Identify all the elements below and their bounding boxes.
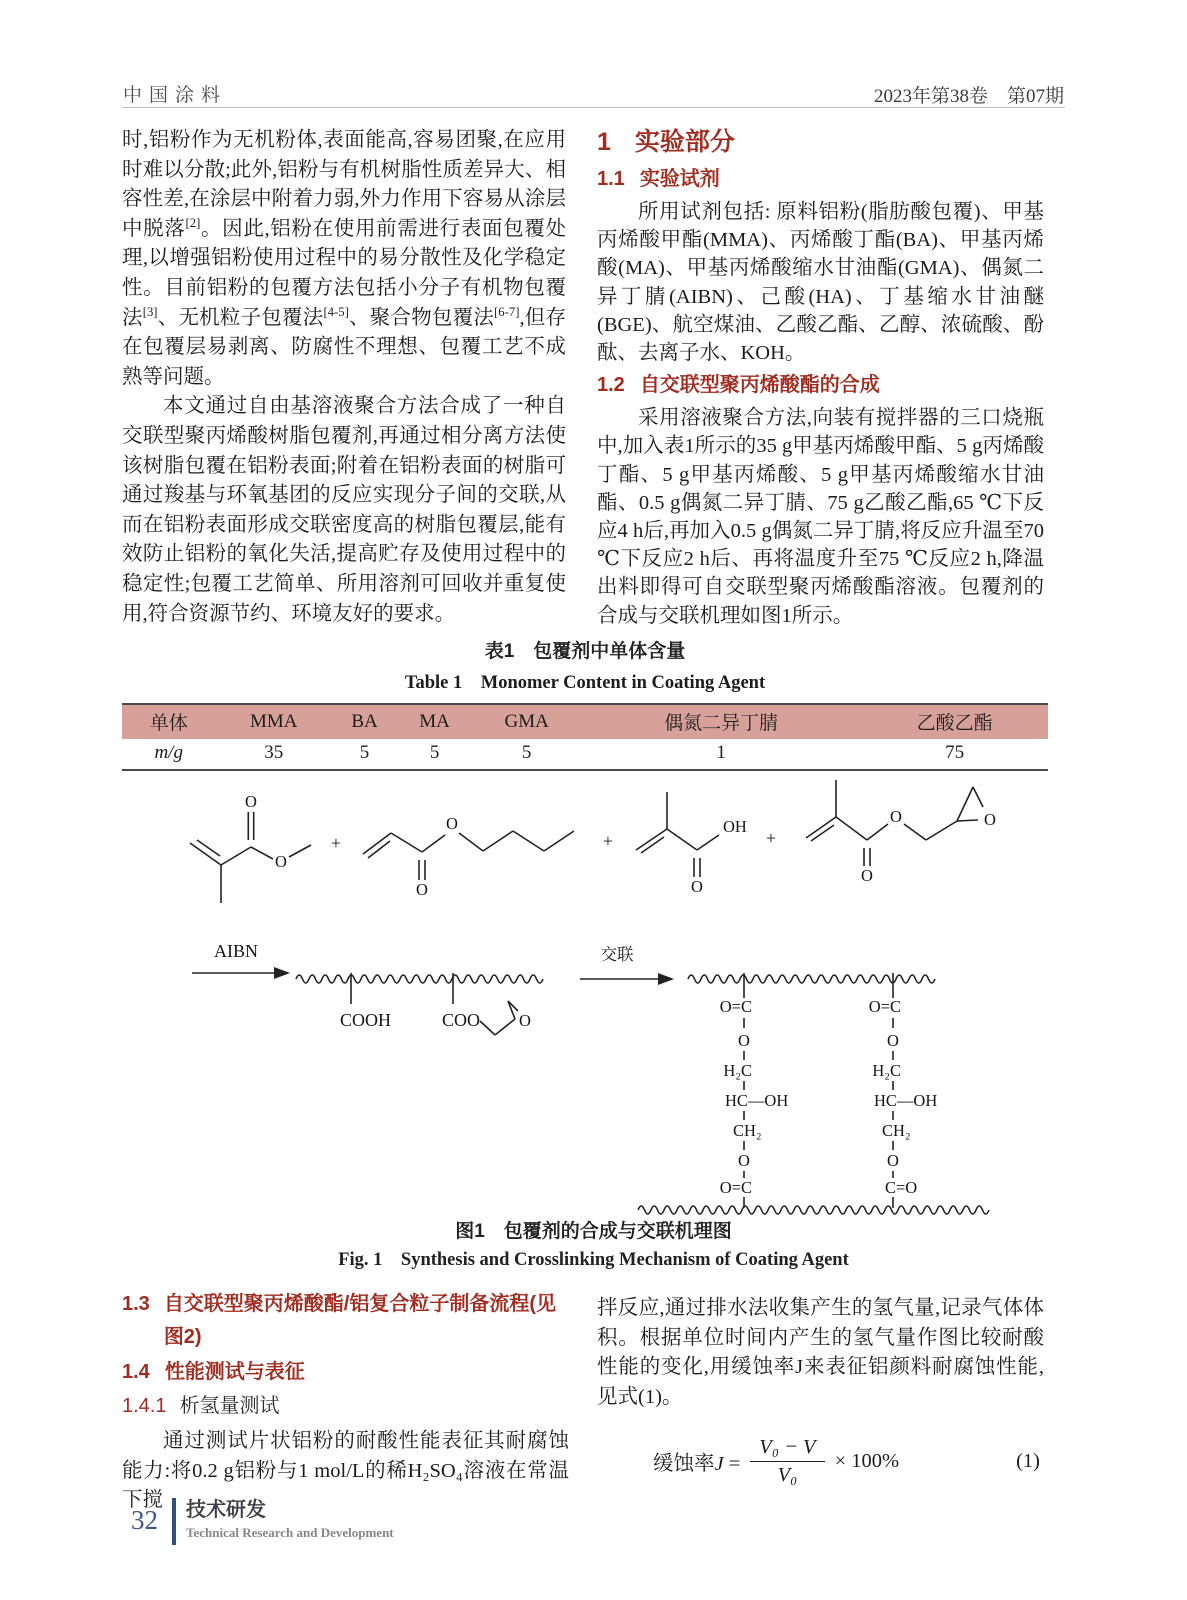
table1-col-header: MMA bbox=[215, 704, 332, 739]
equation-rhs: × 100% bbox=[834, 1449, 900, 1472]
figure1-caption-cn: 图1 包覆剂的合成与交联机理图 bbox=[455, 1221, 732, 1242]
table1-cell: 75 bbox=[945, 742, 965, 763]
group-label-ch2: CH₂ bbox=[882, 1121, 911, 1140]
left-column-bottom bbox=[122, 1288, 569, 1516]
section-heading-1-3 bbox=[122, 1288, 569, 1354]
section-number: 1.2 bbox=[597, 374, 625, 397]
plus-sign: + bbox=[602, 831, 614, 851]
table1-col-header: 乙酸乙酯 bbox=[861, 704, 1048, 739]
footer-section-en: Technical Research and Development bbox=[186, 1525, 394, 1540]
figure1-scheme bbox=[128, 750, 1060, 1220]
equation-number: (1) bbox=[1016, 1449, 1040, 1472]
group-label-oc: O=C bbox=[719, 1178, 752, 1197]
atom-label-o: O bbox=[887, 1151, 899, 1170]
atom-label-o: O bbox=[887, 1031, 899, 1050]
footer-section bbox=[186, 1496, 394, 1541]
figure1-caption-en: Fig. 1 Synthesis and Crosslinking Mechanism of Coating Agent bbox=[338, 1250, 849, 1270]
paragraph-overview: 本文通过自由基溶液聚合方法合成了一种自交联型聚丙烯酸树脂包覆剂,再通过相分离方法使该树脂包覆在铝粉表面;附着在铝粉表面的树脂可通过羧基与环氧基团的反应实现分子间的交联,从而在铝粉表面形成交联密度高的树脂包覆层,能有效防止铝粉的氧化失活,提高贮存及使用过程中的稳定性;包覆工艺简单、所用溶剂可回收并重复使用,符合资源节约、环境友好的要求。 bbox=[122, 395, 566, 625]
footer-divider-bar bbox=[172, 1498, 176, 1545]
ba-structure bbox=[363, 814, 574, 899]
atom-label-o: O bbox=[861, 866, 873, 885]
group-label-h2c: H₂C bbox=[723, 1061, 752, 1080]
left-column bbox=[122, 126, 566, 629]
journal-name: 中国涂料 bbox=[123, 85, 228, 106]
mma-structure bbox=[190, 792, 311, 903]
plus-sign: + bbox=[765, 828, 777, 848]
group-label-hcoh: HC—OH bbox=[725, 1091, 789, 1110]
paragraph-hydrogen-test-continued: 拌反应,通过排水法收集产生的氢气量,记录气体体积。根据单位时间内产生的氢气量作图比较耐酸性能的变化,用缓蚀率J来表征铝颜料耐腐蚀性能,见式(1)。 bbox=[597, 1297, 1044, 1408]
gma-structure bbox=[806, 780, 996, 885]
group-label-hcoh: HC—OH bbox=[874, 1091, 938, 1110]
atom-label-o: O bbox=[738, 1031, 750, 1050]
right-column-bottom bbox=[597, 1294, 1044, 1488]
table1-cell: 5 bbox=[429, 742, 440, 763]
atom-label-o: O bbox=[416, 880, 428, 899]
atom-label-o: O bbox=[738, 1151, 750, 1170]
plus-sign: + bbox=[330, 833, 342, 853]
equation-1 bbox=[597, 1434, 1044, 1488]
atom-label-o: O bbox=[446, 814, 458, 833]
crosslink-label: 交联 bbox=[600, 945, 634, 964]
reagent-label-aibn: AIBN bbox=[214, 941, 258, 961]
atom-label-o: O bbox=[984, 810, 996, 829]
fraction-denominator: V₀ bbox=[777, 1464, 798, 1487]
equation-fraction bbox=[750, 1434, 824, 1488]
group-label-cooh: COOH bbox=[340, 1010, 392, 1030]
issue-info: 2023年第38卷 第07期 bbox=[873, 86, 1064, 107]
table1-cell: 1 bbox=[716, 742, 726, 763]
crosslink-arrow bbox=[580, 945, 674, 985]
header-rule bbox=[122, 107, 1065, 108]
maa-structure bbox=[636, 792, 747, 896]
crosslinked-network bbox=[638, 973, 989, 1214]
section-title: 自交联型聚丙烯酸酯/铝复合粒子制备流程(见图2) bbox=[163, 1293, 557, 1348]
atom-label-o: O bbox=[890, 807, 902, 826]
section-number: 1.1 bbox=[597, 168, 625, 190]
section-heading-1-2 bbox=[597, 372, 1044, 399]
table1-col-header: GMA bbox=[472, 704, 581, 739]
table1-col-header: 单体 bbox=[122, 704, 215, 739]
paragraph-hydrogen-test: 通过测试片状铝粉的耐酸性能表征其耐腐蚀能力:将0.2 g铝粉与1 mol/L的稀H₂SO₄溶液在常温下搅 bbox=[122, 1430, 569, 1512]
section-heading-1-4 bbox=[122, 1359, 569, 1386]
group-label-coo: COO bbox=[442, 1010, 481, 1030]
linear-polymer bbox=[296, 973, 543, 1035]
section-number: 1.4.1 bbox=[122, 1395, 167, 1417]
footer-section-cn: 技术研发 bbox=[186, 1499, 266, 1521]
page-number: 32 bbox=[131, 1505, 158, 1535]
paragraph-synthesis: 采用溶液聚合方法,向装有搅拌器的三口烧瓶中,加入表1所示的35 g甲基丙烯酸甲酯、5 g丙烯酸丁酯、5 g甲基丙烯酸、5 g甲基丙烯酸缩水甘油酯、0.5 g偶氮二异丁腈、75 g乙酸乙酯,65 ℃下反应4 h后,再加入0.5 g偶氮二异丁腈,将反应升温至70 ℃下反应2 h后、再将温度升至75 ℃反应2 h,降温出料即得可自交联型聚丙烯酸酯溶液。包覆剂的合成与交联机理如图1所示。 bbox=[597, 407, 1044, 627]
section-title: 性能测试与表征 bbox=[164, 1361, 305, 1383]
page-footer bbox=[131, 1496, 394, 1545]
section-title: 实验部分 bbox=[634, 128, 735, 156]
table1-cell: 5 bbox=[359, 742, 370, 763]
table1-col-header: BA bbox=[332, 704, 397, 739]
atom-label-o: O bbox=[245, 792, 257, 811]
atom-label-oh: OH bbox=[723, 817, 747, 836]
table1-header-row bbox=[122, 704, 1048, 739]
group-label-oc: O=C bbox=[868, 997, 901, 1016]
atom-label-o: O bbox=[275, 852, 287, 871]
section-heading-1 bbox=[597, 126, 1044, 158]
atom-label-o: O bbox=[519, 1011, 531, 1030]
paragraph-intro-continued: 时,铝粉作为无机粉体,表面能高,容易团聚,在应用时难以分散;此外,铝粉与有机树脂性质差异大、相容性差,在涂层中附着力弱,外力作用下容易从涂层中脱落[2]。因此,铝粉在使用前需进行表面包覆处理,以增强铝粉使用过程中的易分散性及化学稳定性。目前铝粉的包覆方法包括小分子有机物包覆法[3]、无机粒子包覆法[4-5]、聚合物包覆法[6-7],但存在包覆层易剥离、防腐性不理想、包覆工艺不成熟等问题。 bbox=[122, 129, 567, 388]
table1-col-header: 偶氮二异丁腈 bbox=[581, 704, 861, 739]
group-label-h2c: H₂C bbox=[872, 1061, 901, 1080]
atom-label-o: O bbox=[691, 877, 703, 896]
table1-title-en: Table 1 Monomer Content in Coating Agent bbox=[404, 673, 766, 693]
section-heading-1-1 bbox=[597, 166, 1044, 193]
section-heading-1-4-1 bbox=[122, 1392, 569, 1421]
section-number: 1 bbox=[597, 128, 611, 156]
fraction-numerator: V₀ − V bbox=[750, 1434, 824, 1462]
equation-lhs: 缓蚀率J = bbox=[653, 1453, 741, 1476]
section-number: 1.4 bbox=[122, 1361, 150, 1383]
aibn-arrow bbox=[192, 941, 290, 979]
right-column bbox=[597, 126, 1044, 630]
paragraph-reagents: 所用试剂包括: 原料铝粉(脂肪酸包覆)、甲基丙烯酸甲酯(MMA)、丙烯酸丁酯(BA)、甲基丙烯酸(MA)、甲基丙烯酸缩水甘油酯(GMA)、偶氮二异丁腈(AIBN)、己酸(HA)、丁基缩水甘油醚(BGE)、航空煤油、乙酸乙酯、乙醇、浓硫酸、酚酞、去离子水、KOH。 bbox=[597, 201, 1044, 365]
section-title: 实验试剂 bbox=[639, 168, 720, 190]
table1-cell: 35 bbox=[264, 742, 284, 763]
group-label-ch2: CH₂ bbox=[733, 1121, 762, 1140]
group-label-co: C=O bbox=[885, 1178, 918, 1197]
table1-cell: 5 bbox=[521, 742, 532, 763]
group-label-oc: O=C bbox=[719, 997, 752, 1016]
table1-col-header: MA bbox=[397, 704, 472, 739]
table1-title-cn: 表1 包覆剂中单体含量 bbox=[484, 641, 686, 662]
section-title: 自交联型聚丙烯酸酯的合成 bbox=[639, 374, 880, 397]
section-title: 析氢量测试 bbox=[179, 1395, 280, 1417]
section-number: 1.3 bbox=[122, 1293, 150, 1315]
table1-row-label: m/g bbox=[154, 742, 183, 763]
